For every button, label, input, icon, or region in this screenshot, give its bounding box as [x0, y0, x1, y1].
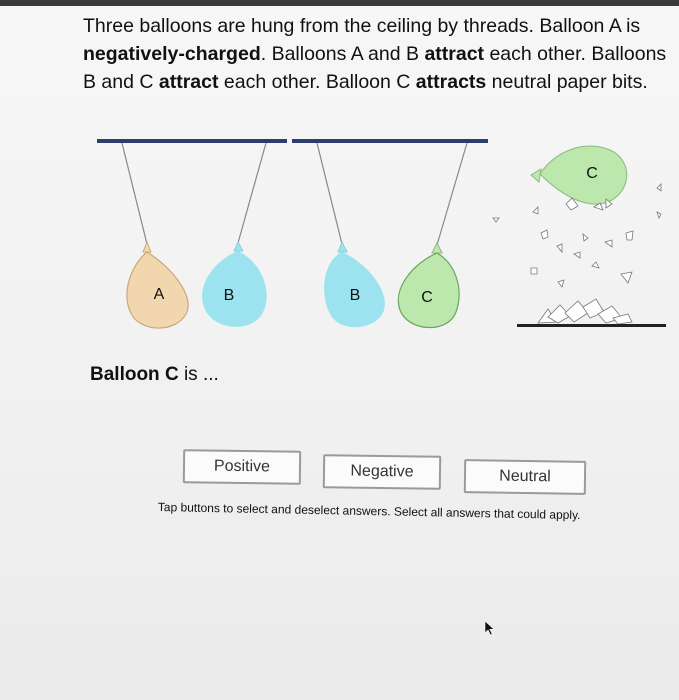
- balloon-c-paper: [531, 146, 627, 210]
- answer-prompt: Balloon C is ...: [90, 364, 219, 385]
- balloon-b-left: [202, 242, 267, 327]
- mouse-pointer-icon: [484, 620, 496, 636]
- instructions-text: Tap buttons to select and deselect answers. Select all answers that could apply.: [157, 500, 581, 523]
- question-text: Three balloons are hung from the ceiling by threads. Balloon A is negatively-charged. Balloons A and B attract each other. Balloons B and C attract each other. Balloon C attracts neutral paper bits.: [83, 15, 667, 93]
- balloon-c-right-label: C: [421, 289, 433, 306]
- positive-button[interactable]: Positive: [183, 449, 301, 485]
- balloon-c-paper-label: C: [586, 165, 598, 182]
- thread-b-left: [238, 143, 266, 243]
- balloon-c-right: [398, 243, 459, 328]
- balloon-b-right-label: B: [349, 287, 361, 304]
- balloon-b-left-label: B: [223, 287, 235, 304]
- thread-b-right: [317, 143, 342, 244]
- paper-bits-scene: [493, 146, 666, 327]
- ceiling-bar-left: [97, 139, 287, 143]
- ceiling-bar-right: [292, 139, 488, 143]
- balloon-b-right: [324, 242, 385, 327]
- ceiling-pair-ab: [97, 139, 287, 328]
- thread-a: [122, 143, 147, 244]
- balloon-a: [127, 242, 188, 328]
- paper-pile: [538, 299, 632, 324]
- balloon-a-label: A: [153, 286, 165, 303]
- neutral-button[interactable]: Neutral: [464, 459, 586, 495]
- floor-line: [517, 324, 666, 327]
- thread-c: [437, 143, 467, 245]
- negative-button[interactable]: Negative: [323, 454, 441, 490]
- ceiling-pair-bc: [292, 139, 488, 328]
